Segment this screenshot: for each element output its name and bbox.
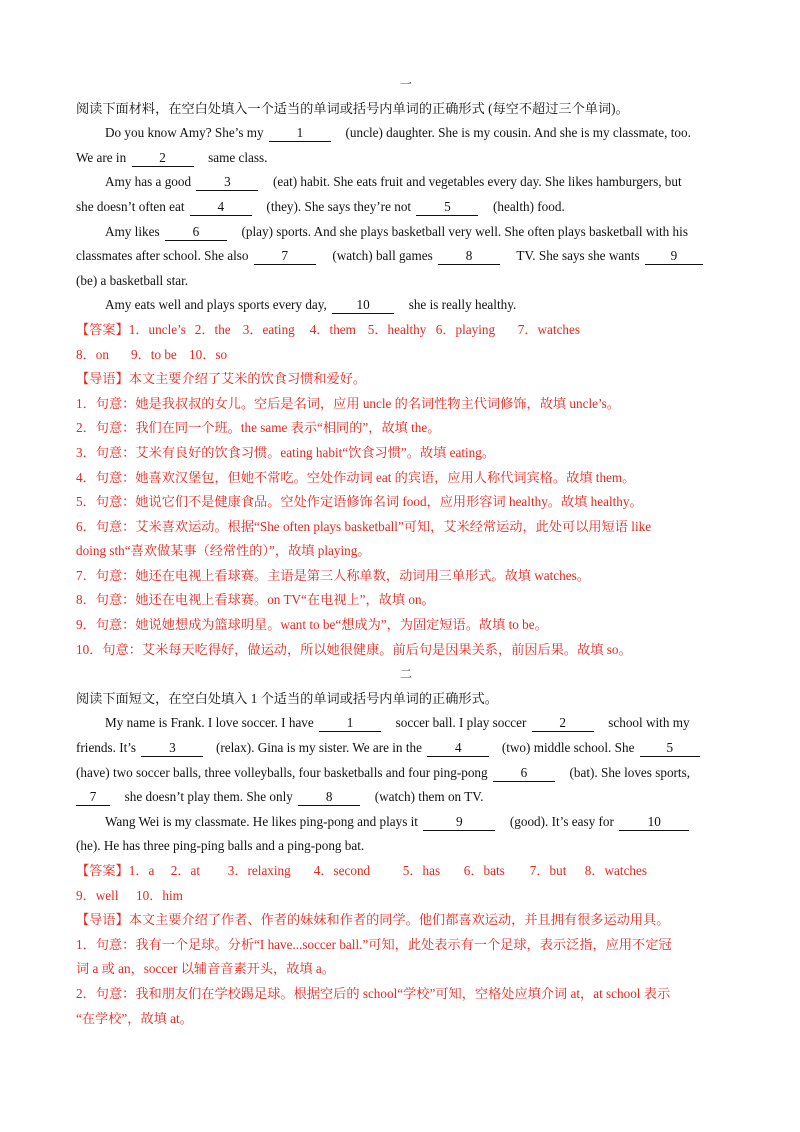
passage-line: (have) two soccer balls, three volleyballs, four basketballs and four ping-pong 6 (bat). She loves sports, <box>76 764 691 780</box>
blank-7[interactable]: 7 <box>254 249 316 265</box>
answer-item: 6．bats <box>463 863 505 878</box>
passage-line: Amy eats well and plays sports every day, 10 she is really healthy. <box>105 297 517 313</box>
answer-item: 9．well <box>76 887 119 903</box>
explanation-line: 6．句意：艾米喜欢运动。根据“She often plays basketball”可知，艾米经常运动，此处可以用短语 like <box>76 518 652 534</box>
passage-line: Amy likes 6 (play) sports. And she plays basketball very well. She often plays basketball with his <box>105 223 688 239</box>
blank-9[interactable]: 9 <box>645 249 703 265</box>
passage-line: friends. It’s 3 (relax). Gina is my sister. We are in the 4 (two) middle school. She 5 <box>76 736 736 761</box>
blank-3[interactable]: 3 <box>141 741 203 757</box>
blank-4[interactable]: 4 <box>190 200 252 216</box>
blank-7[interactable]: 7 <box>76 790 110 806</box>
section-instruction: 阅读下面短文，在空白处填入 1 个适当的单词或括号内单词的正确形式。 <box>76 690 498 706</box>
passage-line: classmates after school. She also 7 (watch) ball games 8 TV. She says she wants 9 <box>76 244 736 269</box>
answer-item: 9．to be <box>131 346 177 362</box>
answer-item: 5．healthy <box>367 321 427 337</box>
section-instruction: 阅读下面材料，在空白处填入一个适当的单词或括号内单词的正确形式 (每空不超过三个单词)。 <box>76 100 629 116</box>
section-number: 二 <box>399 667 412 682</box>
explanation-line: 3．句意：艾米有良好的饮食习惯。eating habit“饮食习惯”。故填 eating。 <box>76 444 496 460</box>
answer-item: 4．second <box>313 863 371 878</box>
answer-item: 10．him <box>136 887 183 903</box>
blank-1[interactable]: 1 <box>269 126 331 142</box>
explanation-line: doing sth“喜欢做某事（经常性的）”，故填 playing。 <box>76 543 371 559</box>
explanation-line: 1．句意：她是我叔叔的女儿。空后是名词，应用 uncle 的名词性物主代词修饰，故填 uncle’s。 <box>76 395 620 411</box>
explanation-line: 10．句意：艾米每天吃得好，做运动，所以她很健康。前后句是因果关系，前因后果。故填 so。 <box>76 641 632 657</box>
blank-8[interactable]: 8 <box>298 790 360 806</box>
guide-line: 【导语】本文主要介绍了艾米的饮食习惯和爱好。 <box>76 371 367 387</box>
passage-line: she doesn’t often eat 4 (they). She says they’re not 5 (health) food. <box>76 198 565 214</box>
answer-line <box>76 318 736 343</box>
passage-line: Do you know Amy? She’s my 1 (uncle) daughter. She is my cousin. And she is my classmate, too. <box>105 125 691 141</box>
blank-8[interactable]: 8 <box>438 249 500 265</box>
answer-item: 2．at <box>170 863 201 878</box>
explanation-line: 1．句意：我有一个足球。分析“I have...soccer ball.”可知，此处表示有一个足球，表示泛指，应用不定冠 <box>76 936 672 952</box>
explanation-line: “在学校”，故填 at。 <box>76 1010 193 1026</box>
explanation-line: 4．句意：她喜欢汉堡包，但她不常吃。空处作动词 eat 的宾语，应用人称代词宾格。故填 them。 <box>76 469 636 485</box>
passage-line: (be) a basketball star. <box>76 272 189 288</box>
answer-item: 3．relaxing <box>227 863 291 878</box>
explanation-line: 2．句意：我和朋友们在学校踢足球。根据空后的 school“学校”可知，空格处应填介词 at，at school 表示 <box>76 985 671 1001</box>
explanation-line: 9．句意：她说她想成为篮球明星。want to be“想成为”，为固定短语。故填 to be。 <box>76 617 548 633</box>
answer-item: 7．watches <box>517 321 581 337</box>
blank-2[interactable]: 2 <box>532 716 594 732</box>
answer-item: 8．watches <box>584 863 648 878</box>
blank-4[interactable]: 4 <box>427 741 489 757</box>
explanation-line: 7．句意：她还在电视上看球赛。主语是第三人称单数，动词用三单形式。故填 watches。 <box>76 567 590 583</box>
answer-item: 6．playing <box>435 321 496 337</box>
blank-5[interactable]: 5 <box>416 200 478 216</box>
blank-5[interactable]: 5 <box>640 741 700 757</box>
answer-item: 7．but <box>529 863 567 878</box>
answer-item: 10．so <box>189 346 228 362</box>
blank-1[interactable]: 1 <box>319 716 381 732</box>
passage-line: Amy has a good 3 (eat) habit. She eats fruit and vegetables every day. She likes hamburgers, but <box>105 174 682 190</box>
blank-3[interactable]: 3 <box>196 175 258 191</box>
blank-10[interactable]: 10 <box>619 815 689 831</box>
explanation-line: 5．句意：她说它们不是健康食品。空处作定语修饰名词 food，应用形容词 healthy。故填 healthy。 <box>76 494 643 510</box>
explanation-line: 2．句意：我们在同一个班。the same 表示“相同的”，故填 the。 <box>76 420 441 436</box>
answer-line <box>76 343 736 368</box>
answer-line <box>76 884 736 909</box>
passage-line: 7 she doesn’t play them. She only 8 (watch) them on TV. <box>76 785 736 810</box>
answer-label: 【答案】 <box>76 321 129 337</box>
passage-line: (he). He has three ping-ping balls and a ping-pong bat. <box>76 838 365 854</box>
explanation-line: 词 a 或 an，soccer 以辅音音素开头，故填 a。 <box>76 961 335 977</box>
answer-label: 【答案】 <box>76 863 129 878</box>
answer-line <box>76 859 736 884</box>
passage-line: We are in 2 same class. <box>76 149 268 165</box>
blank-10[interactable]: 10 <box>332 298 394 314</box>
answer-item: 1．uncle’s <box>128 321 186 337</box>
section-number: 一 <box>399 77 412 91</box>
explanation-line: 8．句意：她还在电视上看球赛。on TV“在电视上”，故填 on。 <box>76 592 435 608</box>
blank-2[interactable]: 2 <box>132 151 194 167</box>
document-page <box>76 72 736 1031</box>
passage-line: My name is Frank. I love soccer. I have 1 soccer ball. I play soccer 2 school with my <box>105 715 690 731</box>
blank-6[interactable]: 6 <box>493 766 555 782</box>
blank-9[interactable]: 9 <box>423 815 495 831</box>
answer-item: 4．them <box>309 321 356 337</box>
answer-item: 5．has <box>402 863 441 878</box>
blank-6[interactable]: 6 <box>165 225 227 241</box>
passage-line: Wang Wei is my classmate. He likes ping-pong and plays it 9 (good). It’s easy for 10 <box>76 810 736 835</box>
answer-item: 3．eating <box>242 321 295 337</box>
answer-item: 2．the <box>194 321 231 337</box>
guide-line: 【导语】本文主要介绍了作者、作者的妹妹和作者的同学。他们都喜欢运动，并且拥有很多运动用具。 <box>76 912 670 928</box>
answer-item: 8．on <box>76 346 109 362</box>
answer-item: 1．a <box>128 863 155 878</box>
